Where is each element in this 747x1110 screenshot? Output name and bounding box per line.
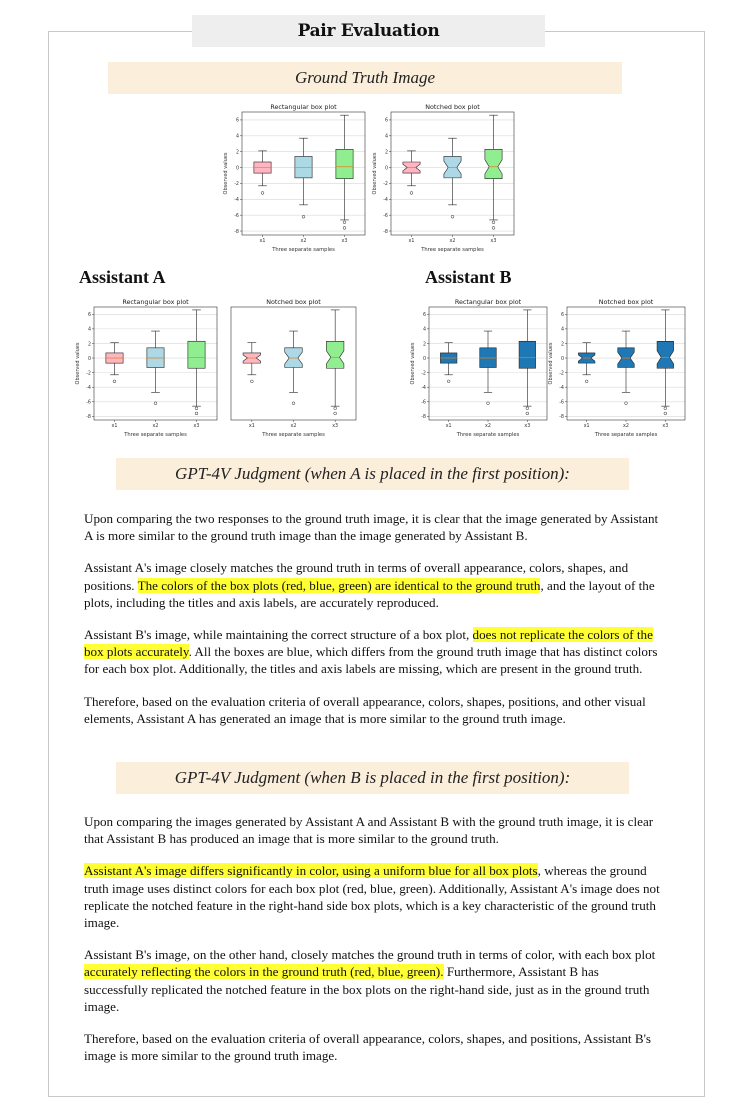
y-tick-label: 0 (560, 356, 564, 362)
outlier-point (154, 402, 157, 405)
y-tick-label: -8 (383, 229, 388, 235)
x-tick-label: x1 (445, 424, 452, 429)
y-tick-label: -4 (86, 385, 91, 391)
outlier-point (292, 402, 295, 405)
y-tick-label: -8 (421, 415, 426, 421)
x-axis-label: Three separate samples (456, 432, 520, 438)
x-tick-label: x1 (259, 239, 266, 244)
outlier-point (195, 407, 198, 410)
x-tick-label: x2 (152, 424, 159, 429)
box (188, 341, 205, 368)
judgment-a-p1: Upon comparing the two responses to the ground truth image, it is clear that the image generated by Assistant A is more similar to the ground truth image than the image generated by Assistant B. (84, 511, 659, 544)
outlier-point (664, 407, 667, 410)
box (285, 348, 303, 368)
box (519, 341, 536, 368)
x-tick-label: x2 (449, 239, 456, 244)
highlight: accurately reflecting the colors in the ground truth (red, blue, green). (84, 964, 444, 980)
b-rect-boxplot (405, 296, 550, 439)
chart-title: Rectangular box plot (270, 103, 337, 111)
judgment-b-p4: Therefore, based on the evaluation criteria of overall appearance, colors, shapes, and positions, Assistant B's image is more similar to the ground truth image. (84, 1031, 652, 1064)
b-notch-boxplot (543, 296, 688, 439)
highlight: does not replicate the colors of the box plots accurately (84, 627, 653, 660)
box (336, 149, 353, 178)
box (444, 156, 461, 177)
y-tick-label: 0 (235, 166, 239, 172)
x-axis-label: Three separate samples (262, 432, 325, 438)
y-axis-label: Observed values (75, 342, 81, 385)
box (480, 348, 497, 368)
outlier-point (334, 412, 337, 415)
ground-truth-banner: Ground Truth Image (108, 62, 622, 94)
y-tick-label: -6 (383, 213, 388, 219)
outlier-point (526, 412, 529, 415)
y-tick-label: -4 (559, 385, 564, 391)
y-tick-label: -4 (421, 385, 426, 391)
x-tick-label: x2 (485, 424, 491, 429)
x-tick-label: x3 (662, 424, 669, 429)
x-axis-label: Three separate samples (421, 247, 484, 253)
assistant-a-label: Assistant A (79, 267, 166, 287)
outlier-point (195, 412, 198, 415)
box (326, 341, 344, 368)
box (485, 149, 502, 178)
chart-title: Notched box plot (598, 298, 654, 306)
outlier-point (526, 407, 529, 410)
y-tick-label: 2 (422, 342, 426, 348)
a-notch-boxplot (219, 296, 359, 439)
x-tick-label: x3 (490, 239, 497, 244)
outlier-point (343, 226, 346, 229)
outlier-point (113, 380, 116, 383)
outlier-point (302, 215, 305, 218)
judgment-a-p2: Assistant A's image closely matches the ground truth in terms of overall appearance, colors, shapes, and positions. The colors of the box plots (red, blue, green) are identical to the ground truth, and the layout of the plots, including the titles and axis labels, are accurately reproduced. (84, 560, 655, 610)
y-tick-label: -6 (234, 213, 239, 219)
y-tick-label: -2 (86, 371, 91, 377)
x-axis-label: Three separate samples (594, 432, 658, 438)
outlier-point (343, 221, 346, 224)
box (295, 156, 312, 177)
x-tick-label: x1 (408, 239, 415, 244)
y-tick-label: 4 (87, 327, 91, 333)
y-tick-label: 2 (384, 150, 388, 156)
judgment-a-p4: Therefore, based on the evaluation criteria of overall appearance, colors, shapes, positions, and other visual elements, Assistant A has generated an image that is more similar to the ground truth image. (84, 693, 646, 726)
y-tick-label: 6 (384, 118, 388, 124)
y-tick-label: -6 (86, 400, 91, 406)
judgment-b-p2: Assistant A's image differs significantly in color, using a uniform blue for all box plots, whereas the ground truth image uses distinct colors for each box plot (red, blue, green). Additionally, Assistant A's image does not replicate the notched feature in the right-hand side box plots, which is a key characteristic of the ground truth image. (84, 863, 660, 931)
y-tick-label: 2 (560, 342, 564, 348)
y-tick-label: -2 (559, 371, 564, 377)
box (657, 341, 674, 368)
y-tick-label: -4 (234, 198, 239, 204)
y-tick-label: 4 (384, 134, 388, 140)
y-tick-label: 6 (422, 313, 426, 319)
x-tick-label: x3 (332, 424, 339, 429)
outlier-point (492, 226, 495, 229)
outlier-point (492, 221, 495, 224)
y-tick-label: -2 (421, 371, 426, 377)
y-axis-label: Observed values (223, 152, 229, 195)
x-tick-label: x2 (300, 239, 307, 244)
judgment-a-banner: GPT-4V Judgment (when A is placed in the first position): (116, 458, 629, 490)
highlight: The colors of the box plots (red, blue, green) are identical to the ground truth (137, 577, 541, 593)
x-tick-label: x3 (524, 424, 531, 429)
outlier-point (585, 380, 588, 383)
outlier-point (410, 192, 413, 195)
chart-title: Rectangular box plot (122, 298, 189, 306)
y-tick-label: 6 (235, 118, 239, 124)
y-tick-label: 4 (422, 327, 426, 333)
y-tick-label: 2 (235, 150, 239, 156)
outlier-point (451, 215, 454, 218)
y-axis-label: Observed values (410, 342, 416, 385)
y-tick-label: 0 (384, 166, 388, 172)
y-axis-label: Observed values (548, 342, 554, 385)
y-tick-label: -6 (421, 400, 426, 406)
outlier-point (334, 407, 337, 410)
y-tick-label: 6 (560, 313, 564, 319)
y-tick-label: 2 (87, 342, 91, 348)
highlight: Assistant A's image differs significantly in color, using a uniform blue for all box plots (84, 863, 538, 879)
chart-title: Rectangular box plot (454, 298, 522, 306)
x-axis-label: Three separate samples (124, 432, 187, 438)
outlier-point (487, 402, 490, 405)
y-tick-label: -2 (383, 182, 388, 188)
judgment-b-p3: Assistant B's image, on the other hand, closely matches the ground truth in terms of color, with each box plot accurately reflecting the colors in the ground truth (red, blue, green). Furthermore, Assistant B has successfully replicated the notched feature in the box plots on the right-hand side, just as in the ground truth image. (84, 947, 656, 1014)
x-tick-label: x3 (193, 424, 200, 429)
chart-title: Notched box plot (425, 103, 480, 111)
y-tick-label: -8 (234, 229, 239, 235)
x-tick-label: x1 (248, 424, 255, 429)
x-axis-label: Three separate samples (272, 247, 335, 253)
judgment-a-p3: Assistant B's image, while maintaining the correct structure of a box plot, does not replicate the colors of the box plots accurately. All the boxes are blue, which differs from the ground truth image that has distinct colors for each box plot. Additionally, the titles and axis labels are missing, which are present in the ground truth. (84, 627, 658, 677)
judgment-a-text (84, 510, 664, 742)
a-rect-boxplot (70, 296, 220, 439)
chart-title: Notched box plot (266, 298, 321, 306)
y-tick-label: -4 (383, 198, 388, 204)
x-tick-label: x3 (341, 239, 348, 244)
box (147, 348, 164, 368)
y-tick-label: -8 (86, 415, 91, 421)
y-tick-label: 4 (235, 134, 239, 140)
gt-rect-boxplot (218, 101, 368, 254)
y-tick-label: 4 (560, 327, 564, 333)
x-tick-label: x1 (583, 424, 590, 429)
y-tick-label: 6 (87, 313, 91, 319)
box (618, 348, 635, 368)
page-title: Pair Evaluation (192, 15, 545, 47)
outlier-point (261, 192, 264, 195)
y-tick-label: -6 (559, 400, 564, 406)
outlier-point (625, 402, 628, 405)
outlier-point (250, 380, 253, 383)
outlier-point (664, 412, 667, 415)
y-axis-label: Observed values (372, 152, 378, 195)
x-tick-label: x2 (290, 424, 297, 429)
x-tick-label: x2 (623, 424, 629, 429)
gt-notch-boxplot (367, 101, 517, 254)
outlier-point (447, 380, 450, 383)
y-tick-label: 0 (422, 356, 426, 362)
y-tick-label: -2 (234, 182, 239, 188)
judgment-b-p1: Upon comparing the images generated by Assistant A and Assistant B with the ground truth image, it is clear that Assistant B has produced an image that is more similar to the ground truth. (84, 814, 654, 847)
x-tick-label: x1 (111, 424, 118, 429)
y-tick-label: 0 (87, 356, 91, 362)
judgment-b-banner: GPT-4V Judgment (when B is placed in the first position): (116, 762, 629, 794)
judgment-b-text (84, 813, 664, 1079)
assistant-b-label: Assistant B (425, 267, 512, 287)
y-tick-label: -8 (559, 415, 564, 421)
